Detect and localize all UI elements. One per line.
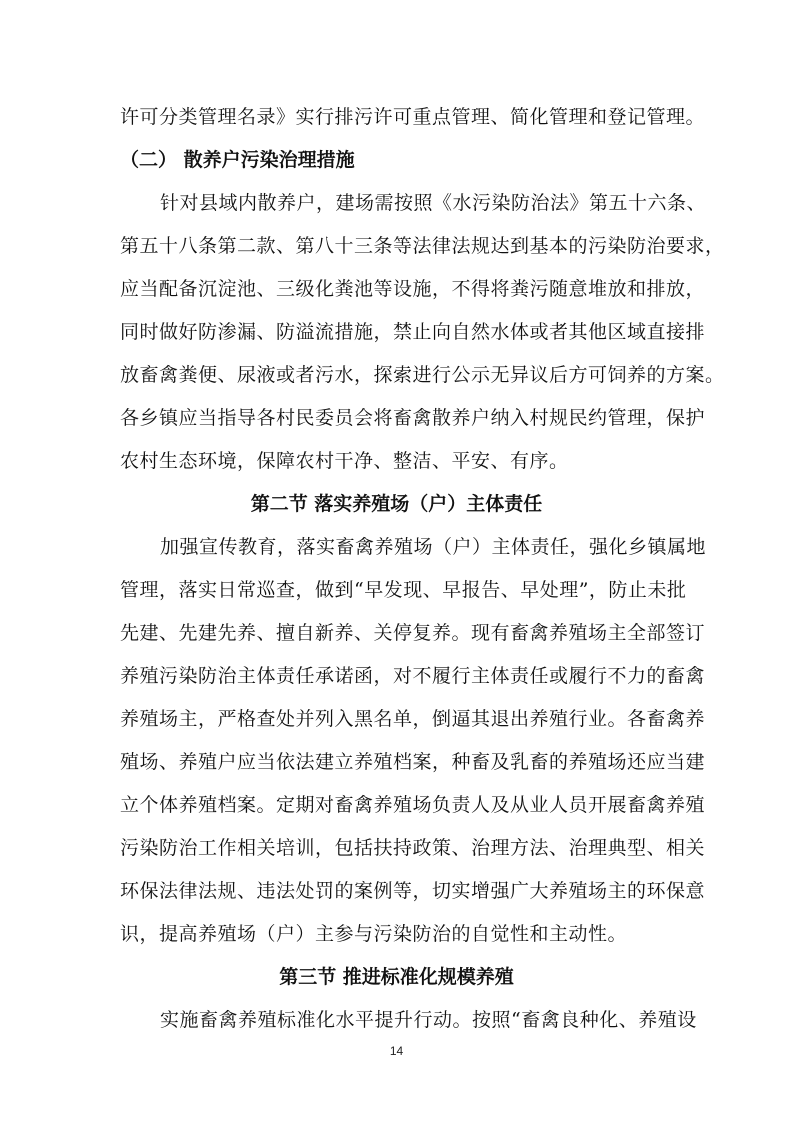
- paragraph-line: 各乡镇应当指导各村民委员会将畜禽散养户纳入村规民约管理，保护: [120, 407, 706, 429]
- paragraph-line: 污染防治工作相关培训，包括扶持政策、治理方法、治理典型、相关: [120, 837, 706, 859]
- paragraph-line: 识，提高养殖场（户）主参与污染防治的自觉性和主动性。: [120, 923, 628, 945]
- text-line: 许可分类管理名录》实行排污许可重点管理、简化管理和登记管理。: [120, 106, 706, 128]
- paragraph-line: 农村生态环境，保障农村干净、整洁、平安、有序。: [120, 450, 569, 472]
- section-heading: 第三节 推进标准化规模养殖: [279, 966, 514, 988]
- paragraph-line: 放畜禽粪便、尿液或者污水，探索进行公示无异议后方可饲养的方案。: [120, 364, 725, 386]
- paragraph-line: 养殖污染防治主体责任承诺函，对不履行主体责任或履行不力的畜禽: [120, 665, 706, 687]
- paragraph-line: 先建、先建先养、擅自新养、关停复养。现有畜禽养殖场主全部签订: [120, 622, 706, 644]
- paragraph-line: 加强宣传教育，落实畜禽养殖场（户）主体责任，强化乡镇属地: [160, 536, 707, 558]
- paragraph-line: 立个体养殖档案。定期对畜禽养殖场负责人及从业人员开展畜禽养殖: [120, 794, 706, 816]
- paragraph-line: 应当配备沉淀池、三级化粪池等设施，不得将粪污随意堆放和排放，: [120, 278, 706, 300]
- paragraph-line: 实施畜禽养殖标准化水平提升行动。按照“畜禽良种化、养殖设: [160, 1009, 697, 1031]
- paragraph-line: 针对县域内散养户，建场需按照《水污染防治法》第五十六条、: [160, 192, 707, 214]
- paragraph-line: 同时做好防渗漏、防溢流措施，禁止向自然水体或者其他区域直接排: [120, 321, 706, 343]
- paragraph-line: 养殖场主，严格查处并列入黑名单，倒逼其退出养殖行业。各畜禽养: [120, 708, 706, 730]
- paragraph-line: 殖场、养殖户应当依法建立养殖档案，种畜及乳畜的养殖场还应当建: [120, 751, 706, 773]
- subsection-heading: （二） 散养户污染治理措施: [120, 149, 355, 171]
- section-heading: 第二节 落实养殖场（户）主体责任: [250, 493, 543, 515]
- paragraph-line: 环保法律法规、违法处罚的案例等，切实增强广大养殖场主的环保意: [120, 880, 706, 902]
- page-number: 14: [389, 1044, 404, 1058]
- paragraph-line: 第五十八条第二款、第八十三条等法律法规达到基本的污染防治要求，: [120, 235, 725, 257]
- paragraph-line: 管理，落实日常巡查，做到“早发现、早报告、早处理”，防止未批: [120, 579, 687, 601]
